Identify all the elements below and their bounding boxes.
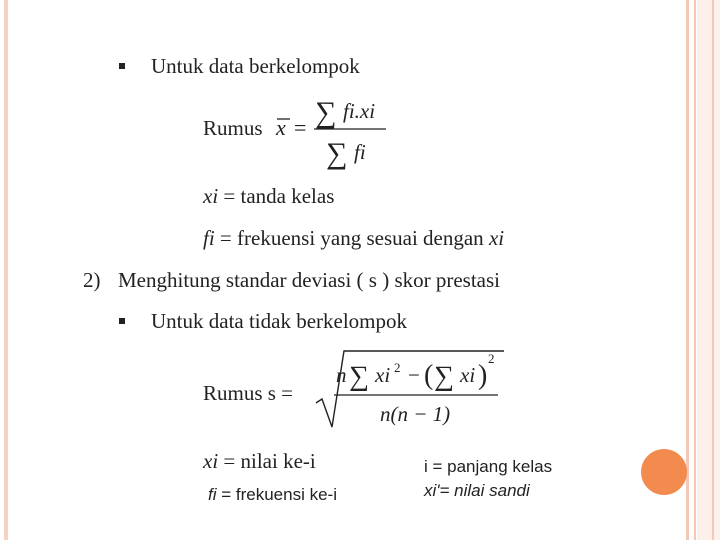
frame-right-line xyxy=(694,0,696,540)
paren-open: ( xyxy=(424,360,434,391)
note-fi-text: = frekuensi ke-i xyxy=(216,485,337,504)
def-xi-var: xi xyxy=(203,184,219,208)
denominator: fi xyxy=(354,140,366,164)
denominator: n(n − 1) xyxy=(380,402,451,426)
note-panjang-kelas: i = panjang kelas xyxy=(424,457,553,476)
rumus-s-label: Rumus s = xyxy=(203,381,294,405)
frame-right-band xyxy=(697,0,720,540)
frame-right-line-outer xyxy=(712,0,714,540)
sigma-inner: ∑ xyxy=(434,361,454,392)
def-xi-text: = nilai ke-i xyxy=(223,449,316,473)
section2-heading: Untuk data tidak berkelompok xyxy=(151,309,408,333)
frame-left-border xyxy=(4,0,8,540)
def-xi-tanda-kelas xyxy=(203,184,334,209)
std-dev-formula xyxy=(310,345,510,435)
def-xi-text: = tanda kelas xyxy=(223,184,335,208)
frame-right-border xyxy=(686,0,689,540)
sigma-denominator: ∑ xyxy=(326,137,348,170)
def-fi-tail: xi xyxy=(488,226,505,250)
def-xi-nilai xyxy=(203,449,316,474)
def-fi-text: = frekuensi yang sesuai dengan xyxy=(219,226,484,250)
xi-inner: xi xyxy=(460,363,476,387)
decorative-circle xyxy=(641,449,687,495)
paren-close: ) xyxy=(478,360,488,391)
bullet xyxy=(119,63,125,69)
note-nilai-sandi: xi'= nilai sandi xyxy=(424,481,530,500)
def-xi-var: xi xyxy=(203,449,219,473)
xi: xi xyxy=(375,363,391,387)
xbar: x xyxy=(276,115,286,140)
def-fi-frekuensi xyxy=(203,226,504,251)
section1-heading: Untuk data berkelompok xyxy=(151,54,360,78)
equals-sign: = xyxy=(294,115,307,140)
def-fi-var: fi xyxy=(203,226,215,250)
n: n xyxy=(336,363,347,387)
sigma: ∑ xyxy=(349,361,369,392)
item2-number: 2) xyxy=(83,268,101,292)
rumus-label: Rumus xyxy=(203,116,263,140)
bullet xyxy=(119,318,125,324)
sigma-numerator: ∑ xyxy=(315,96,337,129)
numerator: fi.xi xyxy=(343,99,376,123)
note-fi-var: fi xyxy=(208,485,217,504)
item2-text: Menghitung standar deviasi ( s ) skor prestasi xyxy=(118,268,501,292)
mean-formula xyxy=(270,92,400,170)
squared-outer: 2 xyxy=(488,351,495,366)
minus-sign: − xyxy=(408,363,420,387)
note-fi xyxy=(208,485,337,505)
squared: 2 xyxy=(394,360,401,375)
